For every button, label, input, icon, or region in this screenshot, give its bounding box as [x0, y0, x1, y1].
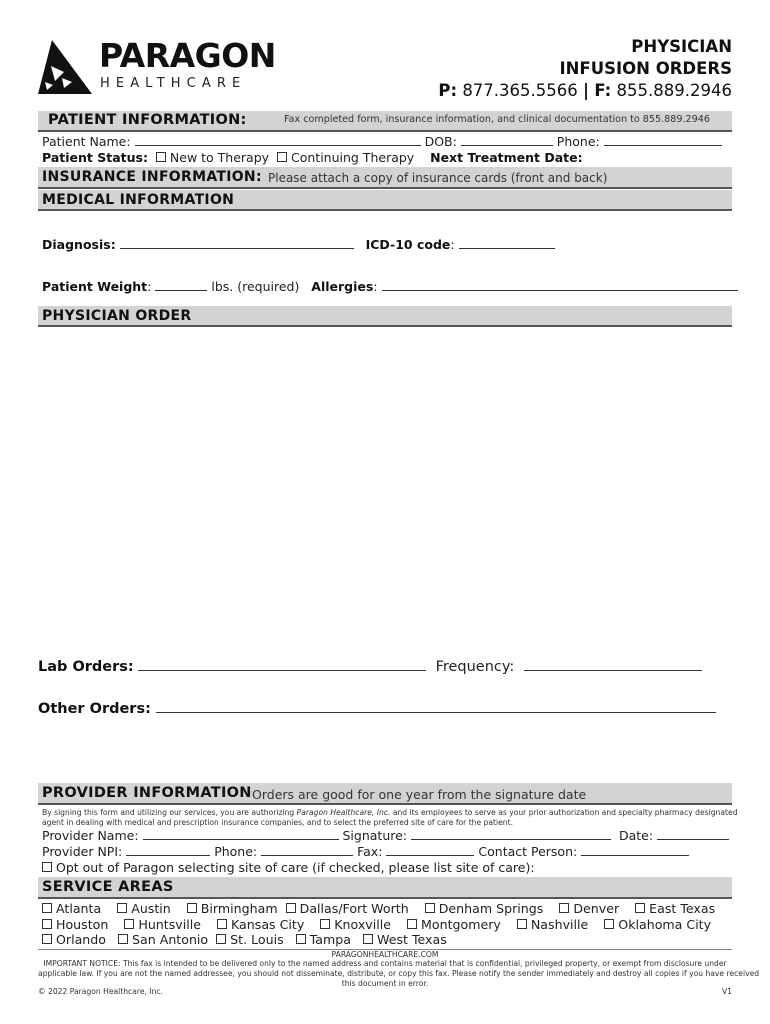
service-areas-bar — [38, 877, 732, 899]
service-areas-row-3 — [42, 932, 447, 948]
fax-label: F: — [594, 81, 612, 100]
brand-subtitle: HEALTHCARE — [100, 76, 247, 91]
service-area-checkbox[interactable] — [407, 919, 417, 929]
service-area-denver: Denver — [573, 901, 620, 916]
contact-separator: | — [583, 81, 590, 100]
service-area-checkbox[interactable] — [363, 934, 373, 944]
disclaimer-part-3: agent in dealing with medical and prescription insurance companies, and to select the preferred site of care for the patient. — [42, 818, 514, 827]
service-area-st-louis: St. Louis — [230, 932, 284, 947]
patient-status-row — [42, 150, 583, 165]
service-area-austin: Austin — [131, 901, 171, 916]
other-orders-label: Other Orders: — [38, 701, 151, 717]
service-area-oklahoma-city: Oklahoma City — [618, 917, 712, 932]
patient-weight-field[interactable] — [155, 280, 207, 291]
contact-person-label: Contact Person: — [478, 844, 578, 859]
provider-phone-field[interactable] — [261, 845, 353, 856]
patient-information-bar — [38, 111, 732, 132]
new-to-therapy-label: New to Therapy — [169, 150, 270, 165]
service-area-huntsville: Huntsville — [138, 917, 201, 932]
important-notice — [38, 959, 760, 989]
disclaimer-part-2: and its employees to serve as your prior authorization and specialty pharmacy designated — [392, 808, 738, 817]
service-area-checkbox[interactable] — [216, 934, 226, 944]
other-orders-row — [38, 700, 716, 718]
allergies-label: Allergies — [311, 279, 374, 294]
diagnosis-label: Diagnosis: — [42, 237, 116, 252]
provider-name-label: Provider Name: — [42, 828, 139, 843]
service-area-san-antonio: San Antonio — [132, 932, 209, 947]
service-area-dallas-fort-worth: Dallas/Fort Worth — [299, 901, 409, 916]
service-area-nashville: Nashville — [530, 917, 589, 932]
lab-orders-field[interactable] — [138, 658, 426, 671]
version: V1 — [721, 987, 732, 996]
phone-number: 877.365.5566 — [462, 81, 578, 100]
physician-order-area[interactable] — [38, 330, 732, 650]
service-area-kansas-city: Kansas City — [231, 917, 305, 932]
service-areas-row-1 — [42, 901, 715, 917]
provider-name-field[interactable] — [143, 829, 339, 840]
provider-information-bar — [38, 783, 732, 805]
next-treatment-date-label: Next Treatment Date: — [430, 150, 583, 165]
patient-status-label: Patient Status: — [42, 150, 148, 165]
patient-weight-label: Patient Weight — [42, 279, 148, 294]
contact-numbers — [438, 81, 732, 101]
service-area-east-texas: East Texas — [649, 901, 716, 916]
service-area-checkbox[interactable] — [217, 919, 227, 929]
other-orders-field[interactable] — [156, 700, 716, 713]
provider-note: Orders are good for one year from the signature date — [252, 787, 587, 802]
patient-name-label: Patient Name: — [42, 134, 131, 149]
icd-10-code-field[interactable] — [459, 238, 555, 249]
provider-npi-label: Provider NPI: — [42, 844, 123, 859]
service-area-checkbox[interactable] — [117, 903, 127, 913]
service-area-orlando: Orlando — [56, 932, 106, 947]
frequency-label: Frequency: — [435, 659, 515, 675]
provider-fax-field[interactable] — [386, 845, 474, 856]
copyright: © 2022 Paragon Healthcare, Inc. — [38, 987, 163, 996]
service-area-birmingham: Birmingham — [200, 901, 278, 916]
opt-out-row — [42, 860, 535, 875]
service-area-checkbox[interactable] — [604, 919, 614, 929]
service-area-checkbox[interactable] — [286, 903, 296, 913]
weight-unit: lbs. (required) — [211, 279, 300, 294]
weight-allergies-row — [42, 279, 738, 294]
patient-phone-label: Phone: — [556, 134, 600, 149]
service-area-checkbox[interactable] — [42, 919, 52, 929]
service-area-denham-springs: Denham Springs — [438, 901, 544, 916]
phone-label: P: — [438, 81, 458, 100]
notice-line-2: applicable law. If you are not the named addressee, you should not disseminate, distribute, or copy this fax. Please notify the sender immediately and destroy all copies if you have received — [38, 969, 760, 978]
service-area-houston: Houston — [56, 917, 109, 932]
fax-number: 855.889.2946 — [616, 81, 732, 100]
patient-information-title: PATIENT INFORMATION: — [48, 112, 247, 128]
diagnosis-row — [42, 237, 555, 252]
service-area-tampa: Tampa — [309, 932, 351, 947]
insurance-information-title: INSURANCE INFORMATION: — [42, 169, 262, 185]
lab-orders-label: Lab Orders: — [38, 659, 134, 675]
fax-instructions: Fax completed form, insurance information, and clinical documentation to 855.889.2946 — [284, 114, 710, 125]
website-url: PARAGONHEALTHCARE.COM — [331, 950, 439, 959]
continuing-therapy-label: Continuing Therapy — [291, 150, 415, 165]
opt-out-checkbox[interactable] — [42, 862, 52, 872]
authorization-disclaimer — [42, 808, 738, 828]
icd-colon: : — [450, 237, 455, 252]
service-areas-row-2 — [42, 917, 711, 933]
service-area-checkbox[interactable] — [42, 934, 52, 944]
service-area-west-texas: West Texas — [376, 932, 447, 947]
patient-name-row — [42, 134, 722, 149]
notice-line-3: this document in error. — [341, 979, 429, 988]
dob-label: DOB: — [424, 134, 457, 149]
brand-name: PARAGON — [99, 36, 276, 75]
contact-person-field[interactable] — [581, 845, 689, 856]
diagnosis-field[interactable] — [120, 238, 354, 249]
service-area-checkbox[interactable] — [42, 903, 52, 913]
provider-npi-field[interactable] — [126, 845, 210, 856]
service-area-atlanta: Atlanta — [56, 901, 102, 916]
physician-order-title: PHYSICIAN ORDER — [42, 308, 192, 324]
allergies-field[interactable] — [382, 280, 738, 291]
service-area-checkbox[interactable] — [559, 903, 569, 913]
insurance-information-bar — [38, 167, 732, 189]
provider-name-row — [42, 828, 729, 843]
weight-colon: : — [147, 279, 152, 294]
service-area-checkbox[interactable] — [187, 903, 197, 913]
service-area-checkbox[interactable] — [296, 934, 306, 944]
disclaimer-part-1: By signing this form and utilizing our services, you are authorizing — [42, 808, 295, 817]
notice-line-1: IMPORTANT NOTICE: This fax is intended to be delivered only to the named address and contains material that is confidential, privileged property, or exempt from disclosure under — [43, 959, 727, 968]
continuing-therapy-checkbox[interactable] — [277, 152, 287, 162]
service-areas-title: SERVICE AREAS — [42, 879, 174, 895]
patient-phone-field[interactable] — [604, 135, 722, 146]
opt-out-label: Opt out of Paragon selecting site of care (if checked, please list site of care): — [56, 860, 535, 875]
document-title — [559, 36, 732, 80]
date-field[interactable] — [657, 829, 729, 840]
medical-information-bar — [38, 190, 732, 211]
dob-field[interactable] — [461, 135, 553, 146]
service-area-checkbox[interactable] — [118, 934, 128, 944]
provider-information-title: PROVIDER INFORMATION — [42, 785, 252, 801]
provider-phone-label: Phone: — [214, 844, 258, 859]
service-area-checkbox[interactable] — [517, 919, 527, 929]
provider-fax-label: Fax: — [357, 844, 383, 859]
service-area-checkbox[interactable] — [425, 903, 435, 913]
physician-order-bar — [38, 306, 732, 327]
disclaimer-company: Paragon Healthcare, Inc. — [296, 808, 391, 817]
provider-npi-row — [42, 844, 689, 859]
icd-10-code-label: ICD-10 code — [365, 237, 451, 252]
paragon-logo-icon — [36, 38, 94, 96]
service-area-montgomery: Montgomery — [421, 917, 501, 932]
medical-information-title: MEDICAL INFORMATION — [42, 192, 235, 208]
title-line-2: INFUSION ORDERS — [559, 59, 732, 78]
service-area-checkbox[interactable] — [320, 919, 330, 929]
service-area-checkbox[interactable] — [124, 919, 134, 929]
frequency-field[interactable] — [524, 658, 702, 671]
signature-field[interactable] — [411, 829, 611, 840]
insurance-note: Please attach a copy of insurance cards (front and back) — [268, 171, 608, 185]
patient-name-field[interactable] — [135, 135, 421, 146]
allergies-colon: : — [373, 279, 378, 294]
service-area-checkbox[interactable] — [635, 903, 645, 913]
lab-orders-row — [38, 658, 702, 676]
service-area-knoxville: Knoxville — [334, 917, 392, 932]
new-to-therapy-checkbox[interactable] — [156, 152, 166, 162]
signature-label: Signature: — [342, 828, 408, 843]
title-line-1: PHYSICIAN — [631, 37, 732, 56]
date-label: Date: — [618, 828, 654, 843]
